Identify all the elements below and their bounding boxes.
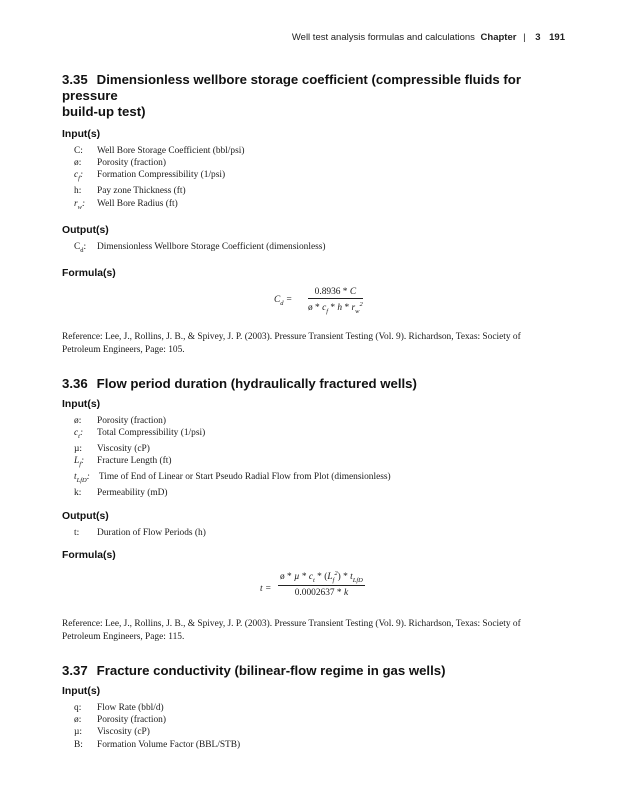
list-item [74,198,565,214]
formula-fraction [278,570,365,598]
running-title: Well test analysis formulas and calculations [291,32,475,43]
section-title [62,376,565,392]
var-description: Dimensionless Wellbore Storage Coefficient (dimensionless) [97,241,326,252]
var-description: Viscosity (cP) [97,727,150,738]
outputs-list [62,527,565,539]
var-symbol: µ: [74,444,83,455]
formula-denominator: 0.0002637 * k [294,587,349,598]
var-description: Well Bore Radius (ft) [97,198,178,209]
list-item [74,145,565,157]
inputs-heading: Input(s) [62,398,101,410]
var-symbol: µ: [74,727,83,738]
section-title-line1: Flow period duration (hydraulically fractured wells) [96,375,417,391]
var-description: Well Bore Storage Coefficient (bbl/psi) [97,146,245,156]
list-item [74,415,565,427]
inputs-list [62,702,565,751]
var-description: Formation Volume Factor (BBL/STB) [97,739,241,750]
section-title [62,663,565,679]
list-item [74,471,565,487]
header-separator: | [523,32,526,43]
formula-fraction [308,287,363,315]
var-description: Porosity (fraction) [97,715,166,726]
var-symbol: $r_w$: [74,198,86,211]
var-description: Flow Rate (bbl/d) [97,702,164,713]
var-description: Porosity (fraction) [97,158,166,169]
section-number: 3.37 [62,662,88,678]
list-item [74,185,565,197]
var-symbol: t: [74,527,80,538]
section-title-line1: Dimensionless wellbore storage coefficient (compressible fluids for pressure [62,72,521,103]
var-description: Pay zone Thickness (ft) [97,186,186,197]
var-symbol: $c_t$: [74,428,84,440]
reference-line2: Petroleum Engineers, Page: 105. [62,344,185,355]
reference-line2: Petroleum Engineers, Page: 115. [62,631,185,642]
list-item [74,714,565,726]
running-header [292,32,565,43]
formula-numerator: ø * µ * $c_t * (L_f^2) * t_{LfD}$ [280,569,363,584]
list-item [74,739,565,751]
var-description: Porosity (fraction) [97,415,166,426]
section-3-35 [62,72,565,357]
section-number: 3.35 [62,72,88,87]
var-description: Duration of Flow Periods (h) [97,527,206,538]
list-item [74,726,565,738]
outputs-heading: Output(s) [62,224,109,236]
var-symbol: $t_{LfD}$: [74,472,90,485]
section-title-line1: Fracture conductivity (bilinear-flow regime in gas wells) [96,662,446,678]
section-3-36 [62,376,565,644]
var-description: Viscosity (cP) [97,444,150,455]
formula [62,283,565,319]
var-symbol: k: [74,488,82,499]
page-content [62,72,565,751]
section-number: 3.36 [62,375,88,391]
section-title-line2: build-up test) [62,104,146,119]
list-item [74,443,565,455]
formula-heading: Formula(s) [62,267,116,279]
var-description: Total Compressibility (1/psi) [97,428,206,439]
chapter-number: 3 [535,32,541,43]
var-symbol: ø: [74,715,82,726]
var-symbol: q: [74,702,82,713]
reference-line1: Reference: Lee, J., Rollins, J. B., & Spivey, J. P. (2003). Pressure Transient Testing (Vol. 9). Richardson, Texas: Society of [62,618,521,629]
formula-denominator: ø * $c_f$ * h * $r_w^2$ [308,300,363,315]
var-description: Time of End of Linear or Start Pseudo Radial Flow from Plot (dimensionless) [98,472,391,483]
inputs-heading: Input(s) [62,685,101,697]
inputs-list [62,145,565,214]
var-symbol: h: [74,186,82,197]
formula [62,569,565,607]
reference-line1: Reference: Lee, J., Rollins, J. B., & Spivey, J. P. (2003). Pressure Transient Testing (Vol. 9). Richardson, Texas: Society of [62,331,521,342]
formula-lhs: $C_d$ = [274,294,293,307]
list-item [74,527,565,539]
formula-heading: Formula(s) [62,549,116,561]
reference [62,618,565,644]
inputs-heading: Input(s) [62,129,101,140]
formula-numerator: 0.8936 * C [308,287,363,299]
outputs-list [62,241,565,257]
list-item [74,702,565,714]
var-symbol: ø: [74,158,82,169]
var-description: Fracture Length (ft) [97,456,172,467]
var-symbol: $c_f$: [74,170,84,183]
var-description: Formation Compressibility (1/psi) [97,170,226,181]
var-symbol: $C_d$: [74,241,87,254]
list-item [74,455,565,471]
page-number: 191 [549,32,565,43]
chapter-label: Chapter [480,32,517,43]
list-item [74,157,565,169]
var-symbol: B: [74,739,83,750]
section-title [62,72,565,120]
section-3-37 [62,663,565,751]
outputs-heading: Output(s) [62,510,109,522]
inputs-list [62,415,565,500]
reference [62,331,565,357]
var-symbol: ø: [74,415,82,426]
formula-lhs: t = [260,583,272,594]
list-item [74,487,565,499]
list-item [74,169,565,185]
var-description: Permeability (mD) [97,488,168,499]
var-symbol: $L_f$: [74,456,85,469]
list-item [74,241,565,257]
list-item [74,427,565,443]
var-symbol: C: [74,146,83,156]
